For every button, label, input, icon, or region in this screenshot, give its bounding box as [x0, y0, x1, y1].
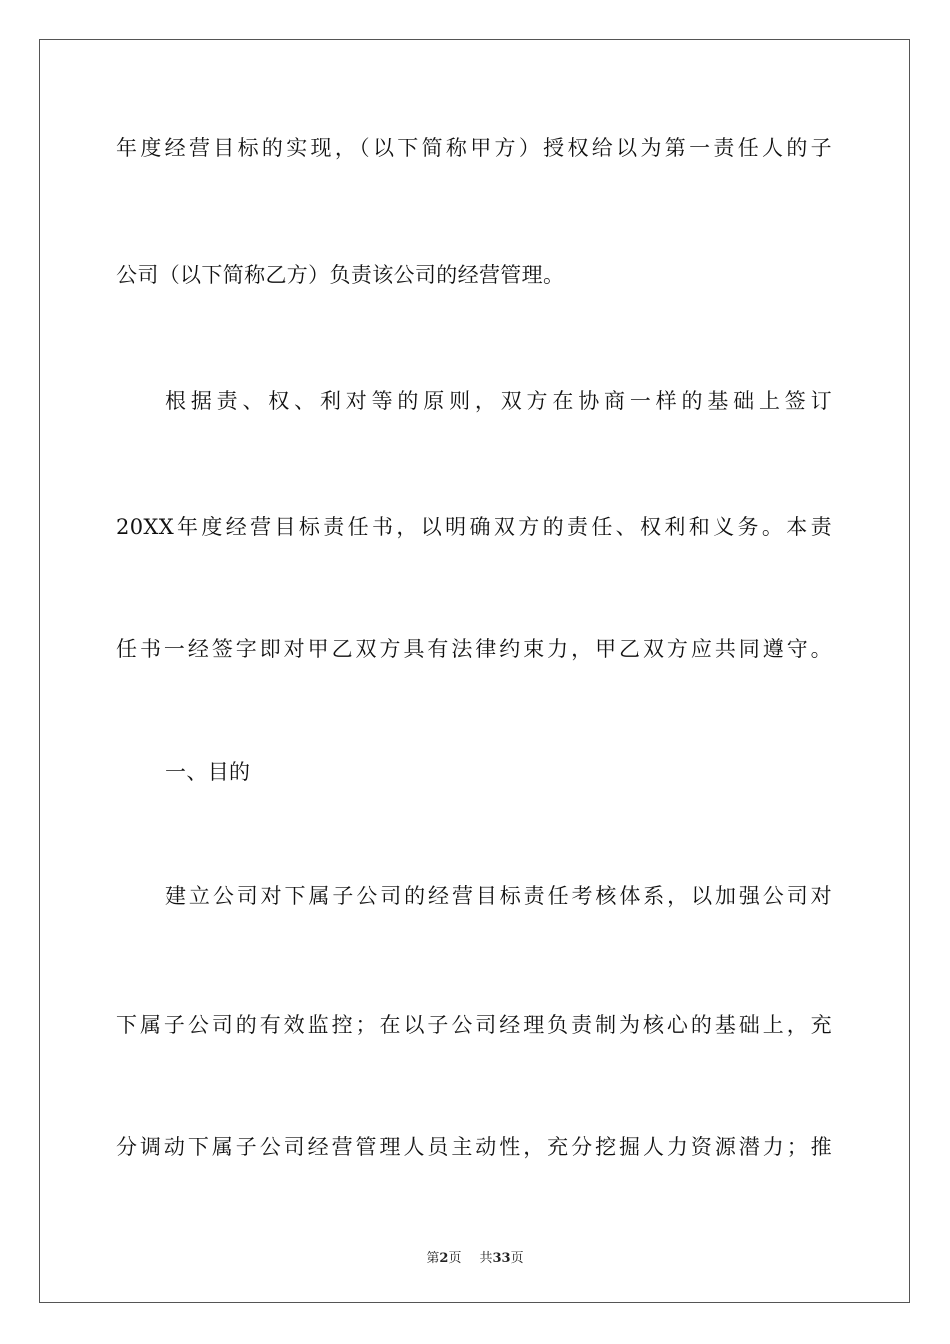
footer-page-prefix: 第	[426, 1251, 440, 1266]
text-line-7: 建立公司对下属子公司的经营目标责任考核体系，以加强公司对	[165, 884, 832, 908]
page-footer	[0, 1247, 950, 1266]
text-line-2: 公司（以下简称乙方）负责该公司的经营管理。	[116, 263, 565, 287]
text-line-5: 任书一经签字即对甲乙双方具有法律约束力，甲乙双方应共同遵守。	[116, 637, 832, 661]
page-border	[39, 39, 910, 1303]
section-heading-purpose: 一、目的	[165, 760, 251, 784]
text-line-4: 20XX年度经营目标责任书，以明确双方的责任、权利和义务。本责	[116, 515, 832, 539]
footer-total-prefix: 共	[479, 1251, 493, 1266]
text-line-1: 年度经营目标的实现，（以下简称甲方）授权给以为第一责任人的子	[116, 136, 832, 160]
text-line-9: 分调动下属子公司经营管理人员主动性，充分挖掘人力资源潜力；推	[116, 1135, 832, 1159]
text-line-3: 根据责、权、利对等的原则，双方在协商一样的基础上签订	[165, 389, 832, 413]
text-line-8: 下属子公司的有效监控；在以子公司经理负责制为核心的基础上，充	[116, 1013, 832, 1037]
footer-page-number: 2	[439, 1251, 449, 1266]
footer-total-pages: 33	[492, 1251, 511, 1266]
footer-page-suffix: 页	[448, 1251, 462, 1266]
footer-total-suffix: 页	[510, 1251, 524, 1266]
